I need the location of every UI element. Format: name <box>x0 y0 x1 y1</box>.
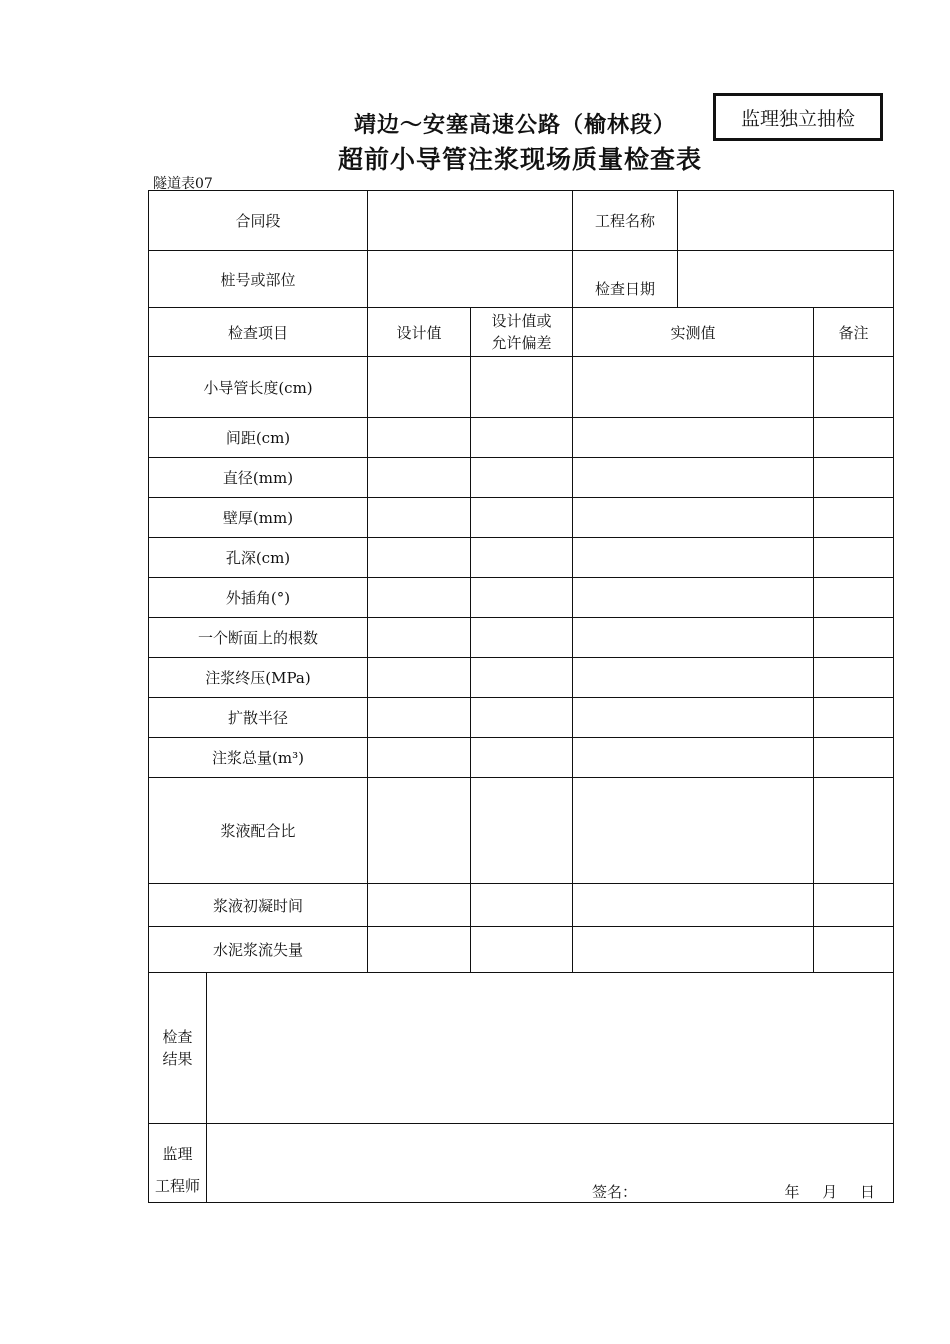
tolerance-cell[interactable] <box>471 618 573 658</box>
item-label: 浆液初凝时间 <box>149 884 368 927</box>
contract-value[interactable] <box>368 191 573 251</box>
item-label: 注浆终压(MPa) <box>149 658 368 698</box>
station-label: 桩号或部位 <box>149 251 368 308</box>
design-cell[interactable] <box>368 418 471 458</box>
table-row <box>149 658 894 698</box>
remark-cell[interactable] <box>814 927 894 973</box>
design-cell[interactable] <box>368 698 471 738</box>
measured-cell[interactable] <box>573 927 814 973</box>
remark-cell[interactable] <box>814 698 894 738</box>
measured-cell[interactable] <box>573 458 814 498</box>
tolerance-cell[interactable] <box>471 884 573 927</box>
table-row <box>149 578 894 618</box>
col-header-tolerance <box>471 308 573 357</box>
tolerance-cell[interactable] <box>471 738 573 778</box>
design-cell[interactable] <box>368 498 471 538</box>
table-row <box>149 698 894 738</box>
result-value[interactable] <box>207 973 894 1124</box>
remark-cell[interactable] <box>814 357 894 418</box>
tolerance-cell[interactable] <box>471 698 573 738</box>
table-row <box>149 618 894 658</box>
measured-cell[interactable] <box>573 418 814 458</box>
check-date-value[interactable] <box>678 251 894 308</box>
col-header-tolerance-line2: 允许偏差 <box>491 334 552 352</box>
item-label: 直径(mm) <box>149 458 368 498</box>
tolerance-cell[interactable] <box>471 498 573 538</box>
inspection-table <box>148 190 894 1203</box>
engineer-label-line1: 监理 <box>162 1145 193 1163</box>
item-label: 水泥浆流失量 <box>149 927 368 973</box>
table-row <box>149 498 894 538</box>
design-cell[interactable] <box>368 538 471 578</box>
tolerance-cell[interactable] <box>471 658 573 698</box>
design-cell[interactable] <box>368 618 471 658</box>
tolerance-cell[interactable] <box>471 927 573 973</box>
col-header-remark: 备注 <box>814 308 894 357</box>
remark-cell[interactable] <box>814 498 894 538</box>
item-label: 扩散半径 <box>149 698 368 738</box>
table-row <box>149 778 894 884</box>
remark-cell[interactable] <box>814 658 894 698</box>
design-cell[interactable] <box>368 927 471 973</box>
tolerance-cell[interactable] <box>471 458 573 498</box>
table-row <box>149 884 894 927</box>
engineer-label-line2: 工程师 <box>154 1177 200 1195</box>
measured-cell[interactable] <box>573 698 814 738</box>
measured-cell[interactable] <box>573 578 814 618</box>
engineer-label <box>149 1124 207 1203</box>
measured-cell[interactable] <box>573 738 814 778</box>
measured-cell[interactable] <box>573 778 814 884</box>
result-label-line1: 检查 <box>162 1028 193 1046</box>
col-header-design: 设计值 <box>368 308 471 357</box>
remark-cell[interactable] <box>814 418 894 458</box>
design-cell[interactable] <box>368 578 471 618</box>
measured-cell[interactable] <box>573 357 814 418</box>
table-row <box>149 458 894 498</box>
design-cell[interactable] <box>368 658 471 698</box>
form-number: 隧道表07 <box>153 176 213 192</box>
tolerance-cell[interactable] <box>471 778 573 884</box>
col-header-item: 检查项目 <box>149 308 368 357</box>
result-label-line2: 结果 <box>162 1050 193 1068</box>
project-name-label: 工程名称 <box>573 191 678 251</box>
remark-cell[interactable] <box>814 738 894 778</box>
table-row <box>149 738 894 778</box>
item-label: 小导管长度(cm) <box>149 357 368 418</box>
item-label: 孔深(cm) <box>149 538 368 578</box>
remark-cell[interactable] <box>814 778 894 884</box>
item-label: 壁厚(mm) <box>149 498 368 538</box>
remark-cell[interactable] <box>814 884 894 927</box>
document-title-line2: 超前小导管注浆现场质量检查表 <box>337 145 702 174</box>
design-cell[interactable] <box>368 884 471 927</box>
remark-cell[interactable] <box>814 618 894 658</box>
table-row <box>149 538 894 578</box>
sign-date-units: 年 月 日 <box>784 1183 876 1201</box>
table-row <box>149 357 894 418</box>
design-cell[interactable] <box>368 738 471 778</box>
document-title-line1: 靖边～安塞高速公路（榆林段） <box>353 113 676 138</box>
measured-cell[interactable] <box>573 498 814 538</box>
measured-cell[interactable] <box>573 538 814 578</box>
design-cell[interactable] <box>368 357 471 418</box>
station-value[interactable] <box>368 251 573 308</box>
tolerance-cell[interactable] <box>471 538 573 578</box>
measured-cell[interactable] <box>573 658 814 698</box>
design-cell[interactable] <box>368 458 471 498</box>
stamp-box: 监理独立抽检 <box>713 93 883 141</box>
engineer-sign-area[interactable] <box>207 1124 894 1203</box>
measured-cell[interactable] <box>573 884 814 927</box>
item-label: 一个断面上的根数 <box>149 618 368 658</box>
item-label: 间距(cm) <box>149 418 368 458</box>
remark-cell[interactable] <box>814 458 894 498</box>
remark-cell[interactable] <box>814 578 894 618</box>
table-row <box>149 927 894 973</box>
item-label: 浆液配合比 <box>149 778 368 884</box>
tolerance-cell[interactable] <box>471 578 573 618</box>
remark-cell[interactable] <box>814 538 894 578</box>
result-label <box>149 973 207 1124</box>
tolerance-cell[interactable] <box>471 418 573 458</box>
item-label: 外插角(°) <box>149 578 368 618</box>
measured-cell[interactable] <box>573 618 814 658</box>
sign-label: 签名： <box>592 1183 638 1201</box>
col-header-tolerance-line1: 设计值或 <box>491 312 552 330</box>
table-row <box>149 418 894 458</box>
tolerance-cell[interactable] <box>471 357 573 418</box>
check-date-label: 检查日期 <box>573 251 678 308</box>
project-name-value[interactable] <box>678 191 894 251</box>
contract-label: 合同段 <box>149 191 368 251</box>
col-header-measured: 实测值 <box>573 308 814 357</box>
design-cell[interactable] <box>368 778 471 884</box>
item-label: 注浆总量(m³) <box>149 738 368 778</box>
